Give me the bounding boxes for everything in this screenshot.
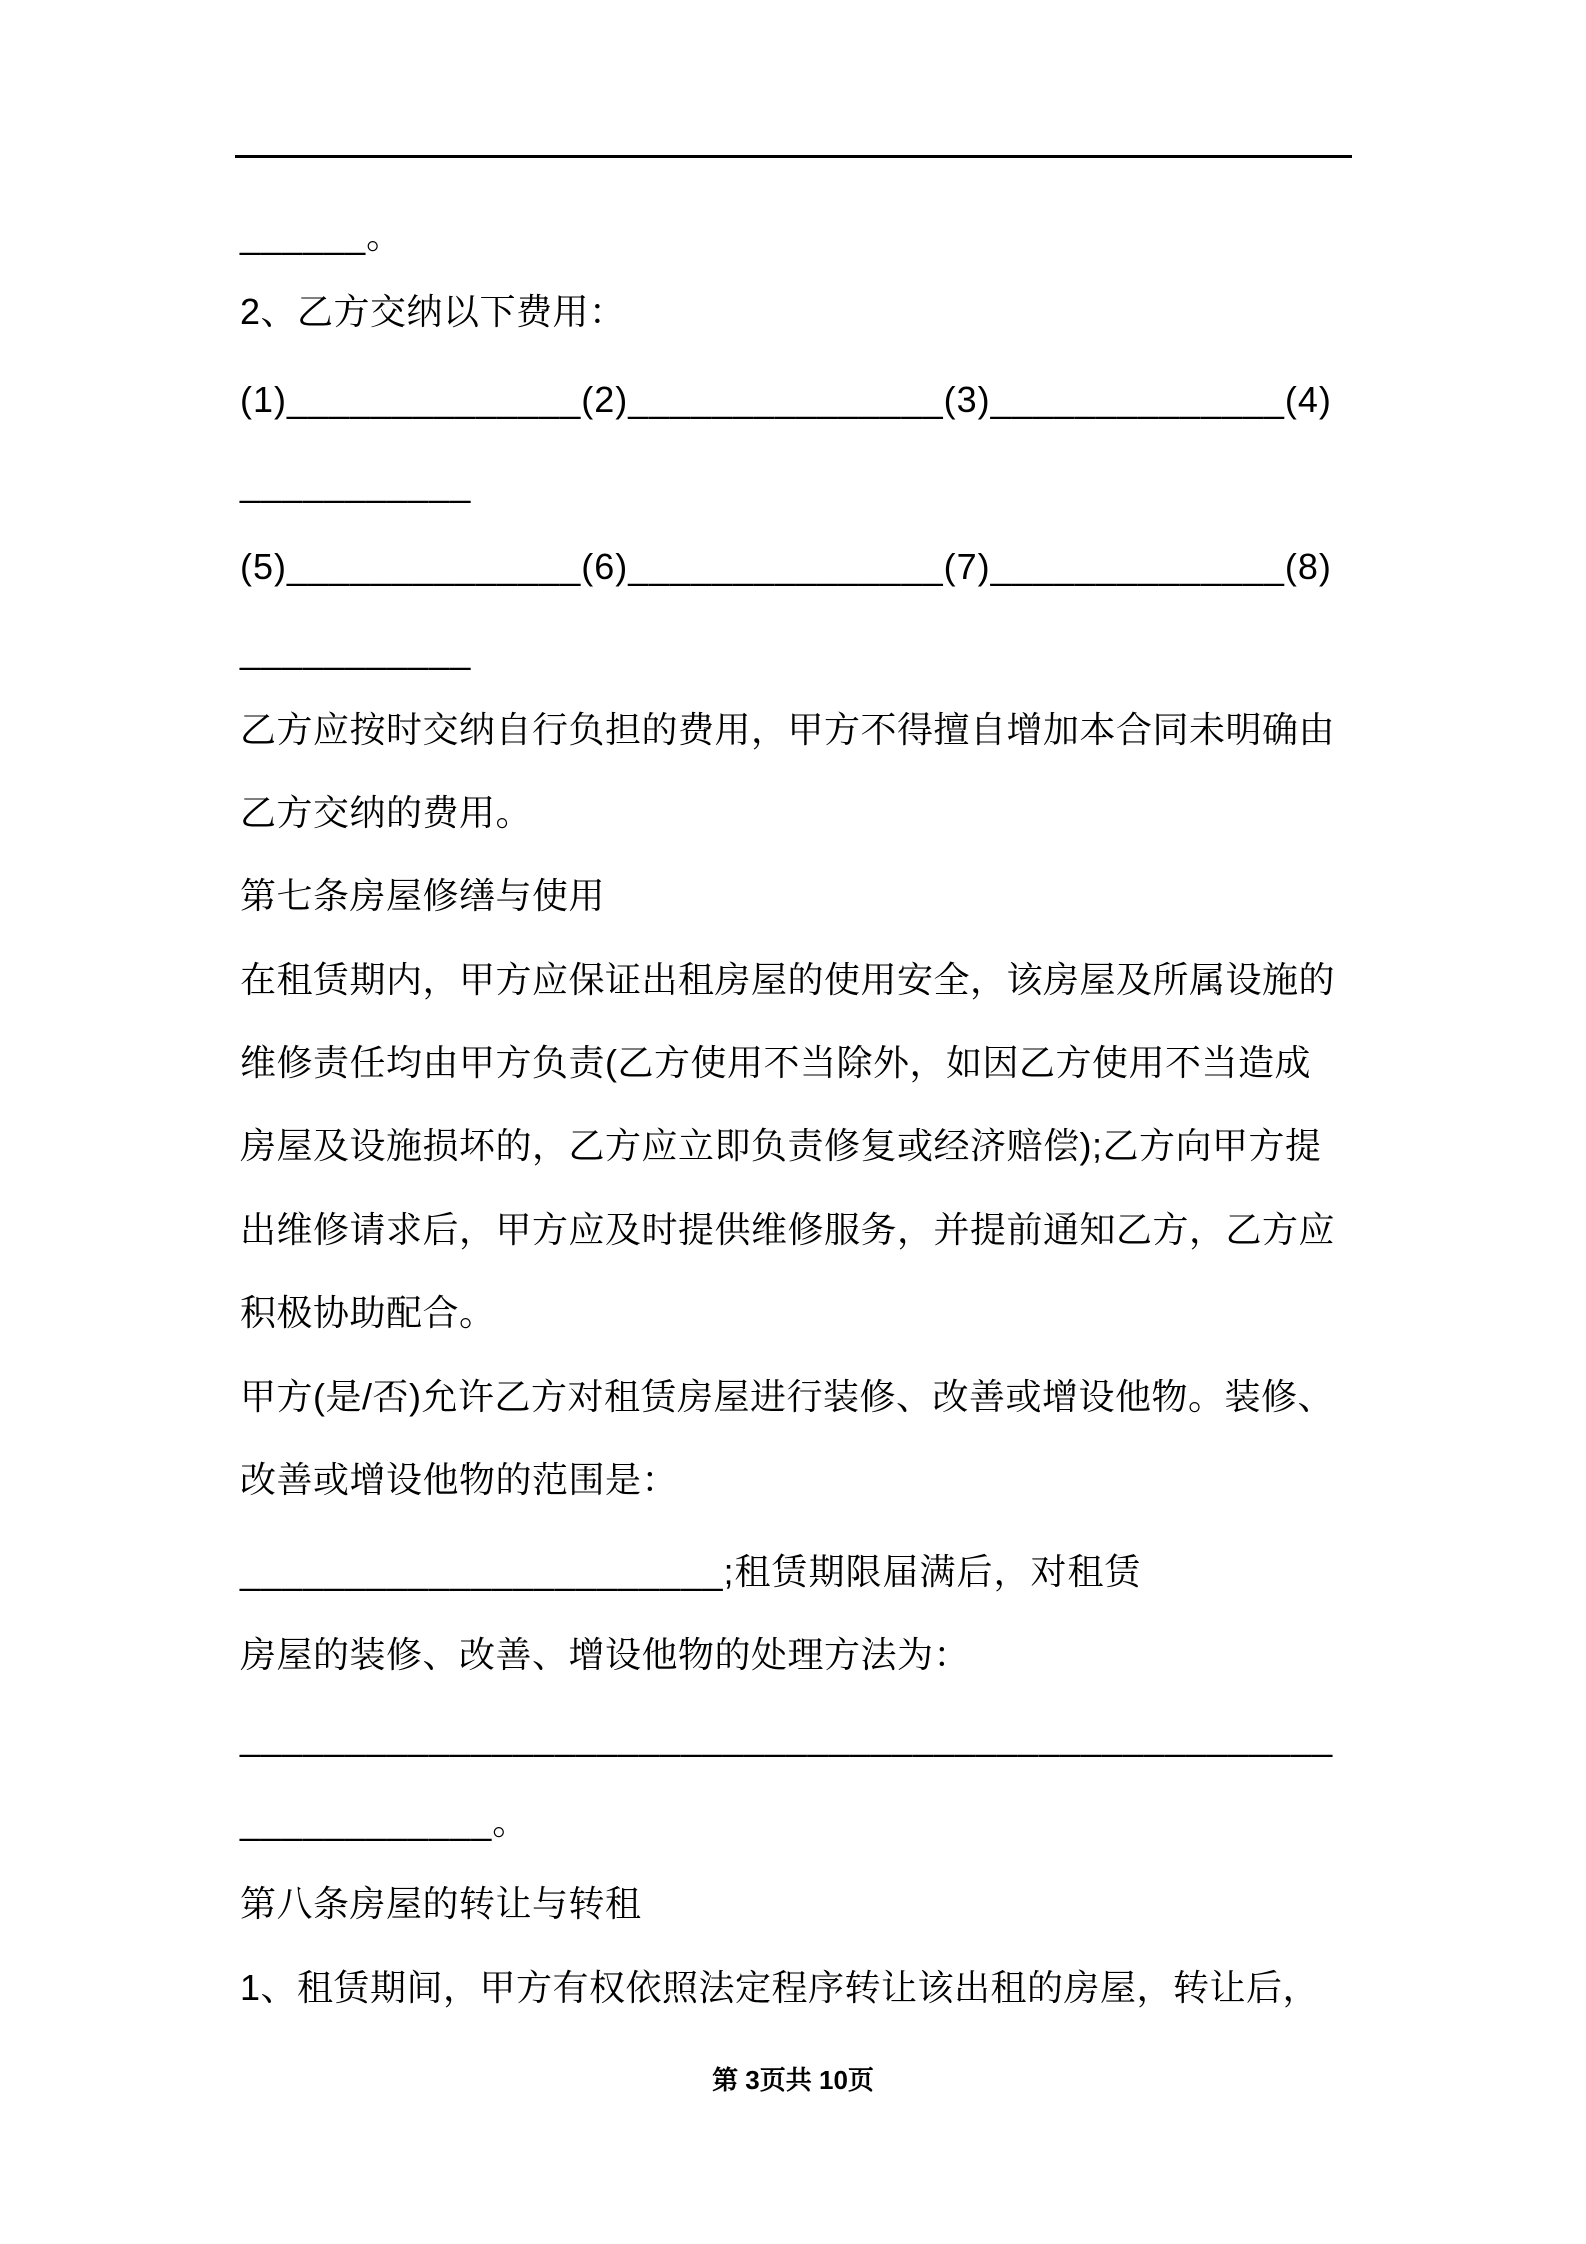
disposal-method-blank-end: ____________。: [240, 1801, 530, 1842]
paragraph-line: 乙方应按时交纳自行负担的费用，甲方不得擅自增加本合同未明确由: [240, 709, 1336, 750]
blank-line-continuation: ______。: [240, 215, 404, 256]
paragraph-line: 房屋的装修、改善、增设他物的处理方法为：: [240, 1634, 971, 1675]
page-number-footer: 第 3页共 10页: [712, 2065, 874, 2095]
article-8-heading: 第八条房屋的转让与转租: [240, 1883, 642, 1924]
paragraph-line: 乙方交纳的费用。: [240, 792, 533, 833]
paragraph-line: 改善或增设他物的范围是：: [240, 1459, 679, 1500]
header-rule: [235, 155, 1352, 158]
fee-blanks-row-1: (1)______________(2)_______________(3)______________(4): [240, 379, 1332, 420]
paragraph-line: 房屋及设施损坏的，乙方应立即负责修复或经济赔偿);乙方向甲方提: [240, 1125, 1322, 1166]
fee-blank-8-continued: ___________: [240, 630, 472, 671]
paragraph-line: 维修责任均由甲方负责(乙方使用不当除外，如因乙方使用不当造成: [240, 1042, 1311, 1083]
fee-blank-4-continued: ___________: [240, 463, 472, 504]
renovation-scope-blank-line: _______________________;租赁期限届满后，对租赁: [240, 1551, 1142, 1592]
paragraph-line: 1、租赁期间，甲方有权依照法定程序转让该出租的房屋，转让后，: [240, 1967, 1320, 2008]
article-7-heading: 第七条房屋修缮与使用: [240, 875, 606, 916]
clause-2-fees-heading: 2、乙方交纳以下费用：: [240, 291, 626, 332]
disposal-method-blank-line: ____________________________________________________: [240, 1717, 1334, 1758]
paragraph-line: 积极协助配合。: [240, 1292, 496, 1333]
paragraph-line: 出维修请求后，甲方应及时提供维修服务，并提前通知乙方，乙方应: [240, 1209, 1336, 1250]
paragraph-line: 甲方(是/否)允许乙方对租赁房屋进行装修、改善或增设他物。装修、: [240, 1376, 1334, 1417]
fee-blanks-row-2: (5)______________(6)_______________(7)______________(8): [240, 546, 1332, 587]
paragraph-line: 在租赁期内，甲方应保证出租房屋的使用安全，该房屋及所属设施的: [240, 959, 1336, 1000]
